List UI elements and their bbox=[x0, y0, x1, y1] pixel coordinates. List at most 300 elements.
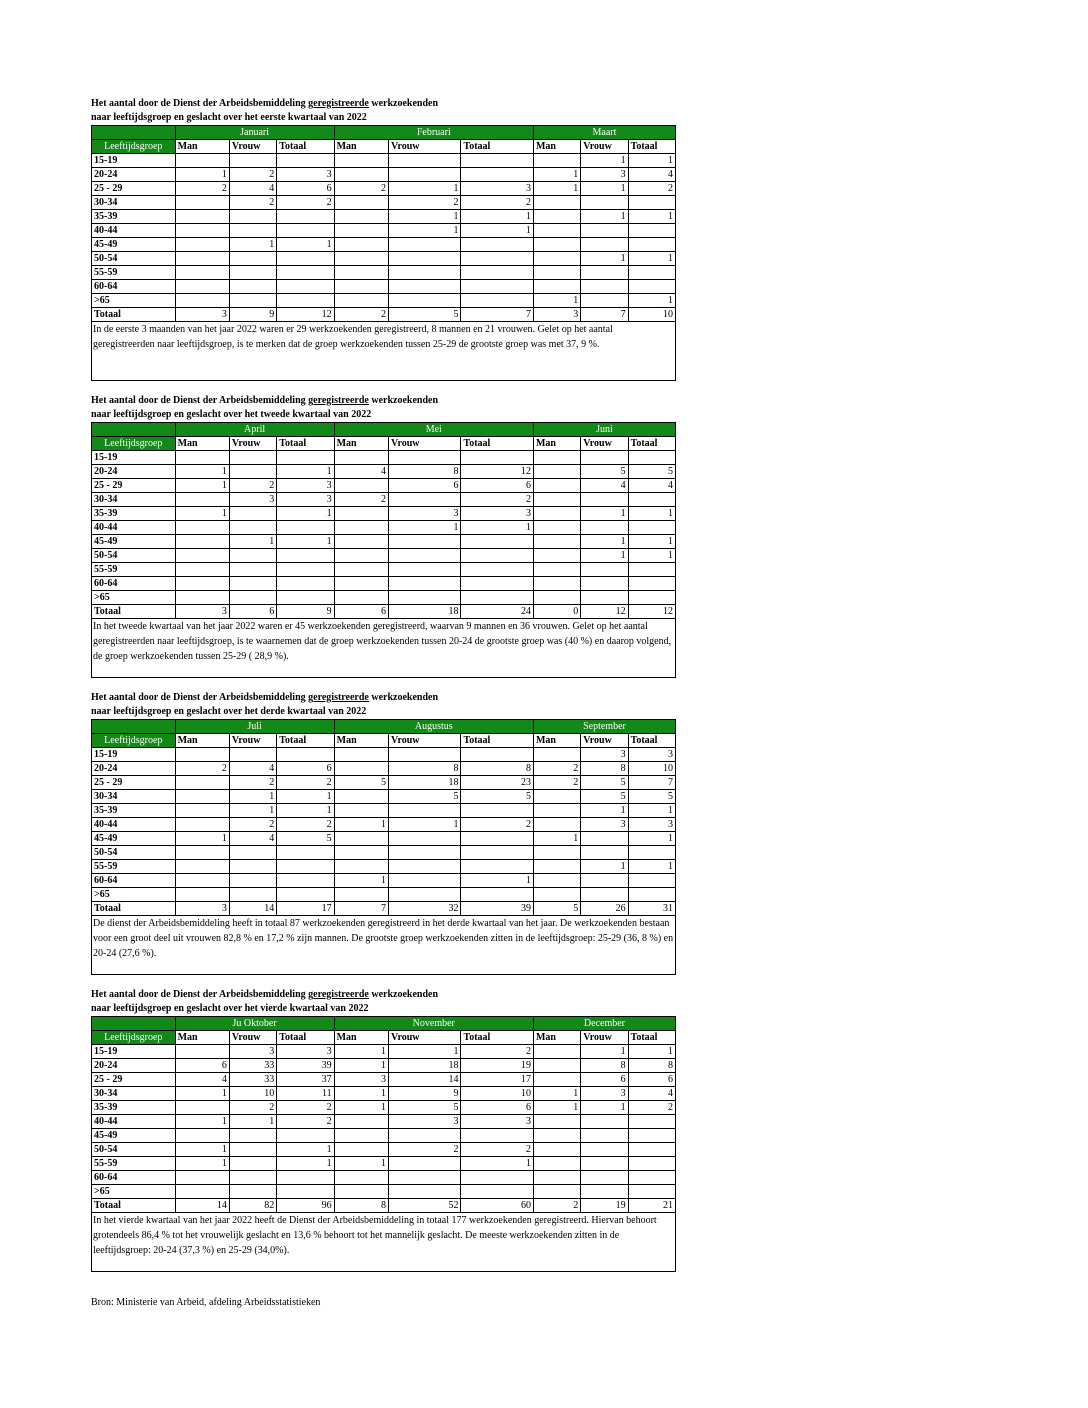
count-cell bbox=[628, 451, 675, 465]
count-cell: 1 bbox=[334, 1101, 388, 1115]
age-group-label: 55-59 bbox=[92, 860, 176, 874]
count-cell bbox=[334, 1185, 388, 1199]
count-cell bbox=[277, 846, 334, 860]
count-cell: 1 bbox=[581, 252, 628, 266]
count-cell: 1 bbox=[334, 1157, 388, 1171]
count-cell: 2 bbox=[277, 818, 334, 832]
blank-cell bbox=[92, 423, 176, 437]
age-group-label: 50-54 bbox=[92, 846, 176, 860]
count-cell: 39 bbox=[277, 1059, 334, 1073]
count-cell: 10 bbox=[628, 308, 675, 322]
table-row bbox=[92, 451, 676, 465]
quarter-section bbox=[91, 394, 676, 678]
count-cell bbox=[175, 210, 229, 224]
count-cell: 4 bbox=[581, 479, 628, 493]
count-cell bbox=[334, 832, 388, 846]
count-cell: 2 bbox=[277, 196, 334, 210]
count-cell bbox=[277, 591, 334, 605]
count-cell: 6 bbox=[581, 1073, 628, 1087]
age-group-label: 45-49 bbox=[92, 238, 176, 252]
count-cell bbox=[388, 266, 460, 280]
count-cell: 3 bbox=[277, 493, 334, 507]
table-row bbox=[92, 1059, 676, 1073]
count-cell bbox=[334, 252, 388, 266]
count-cell: 1 bbox=[277, 790, 334, 804]
age-group-label: 35-39 bbox=[92, 1101, 176, 1115]
count-cell bbox=[533, 238, 580, 252]
count-cell: 1 bbox=[175, 168, 229, 182]
count-cell bbox=[533, 818, 580, 832]
count-cell bbox=[533, 874, 580, 888]
count-cell bbox=[533, 507, 580, 521]
count-cell bbox=[229, 294, 276, 308]
count-cell bbox=[334, 154, 388, 168]
registration-table bbox=[91, 719, 676, 975]
blank-cell bbox=[92, 720, 176, 734]
count-cell bbox=[388, 535, 460, 549]
column-header: Man bbox=[533, 437, 580, 451]
column-header: Man bbox=[533, 1031, 580, 1045]
count-cell: 1 bbox=[277, 535, 334, 549]
table-row bbox=[92, 1087, 676, 1101]
count-cell: 5 bbox=[533, 902, 580, 916]
table-row bbox=[92, 1101, 676, 1115]
title-part: werkzoekenden bbox=[368, 692, 439, 703]
count-cell bbox=[229, 1185, 276, 1199]
count-cell bbox=[461, 563, 534, 577]
count-cell bbox=[175, 1045, 229, 1059]
count-cell bbox=[175, 804, 229, 818]
count-cell bbox=[533, 451, 580, 465]
count-cell: 14 bbox=[388, 1073, 460, 1087]
column-header: Totaal bbox=[461, 734, 533, 748]
column-header: Man bbox=[334, 734, 388, 748]
count-cell: 1 bbox=[277, 804, 334, 818]
count-cell: 8 bbox=[334, 1199, 388, 1213]
month-header: Augustus bbox=[334, 720, 533, 734]
count-cell bbox=[175, 888, 229, 902]
count-cell: 1 bbox=[175, 1143, 229, 1157]
count-cell bbox=[334, 790, 388, 804]
count-cell: 1 bbox=[388, 210, 460, 224]
count-cell: 5 bbox=[581, 776, 628, 790]
count-cell: 14 bbox=[175, 1199, 229, 1213]
count-cell: 2 bbox=[229, 776, 276, 790]
table-row bbox=[92, 521, 676, 535]
section-title bbox=[91, 394, 676, 408]
age-group-label: 35-39 bbox=[92, 210, 176, 224]
count-cell bbox=[388, 860, 460, 874]
count-cell bbox=[388, 846, 460, 860]
count-cell: 9 bbox=[388, 1087, 460, 1101]
count-cell: 2 bbox=[461, 818, 533, 832]
count-cell: 3 bbox=[334, 1073, 388, 1087]
count-cell bbox=[533, 790, 580, 804]
count-cell bbox=[461, 1171, 534, 1185]
count-cell bbox=[229, 748, 276, 762]
count-cell bbox=[175, 451, 229, 465]
title-part-underlined: geregistreerde bbox=[308, 98, 369, 109]
count-cell: 17 bbox=[277, 902, 334, 916]
count-cell bbox=[277, 1129, 334, 1143]
age-group-label: 60-64 bbox=[92, 1171, 176, 1185]
count-cell: 0 bbox=[533, 605, 580, 619]
column-header: Man bbox=[334, 140, 388, 154]
column-header: Man bbox=[175, 734, 229, 748]
table-row bbox=[92, 308, 676, 322]
count-cell: 2 bbox=[533, 1199, 580, 1213]
section-subtitle: naar leeftijdsgroep en geslacht over het eerste kwartaal van 2022 bbox=[91, 112, 367, 123]
count-cell bbox=[533, 860, 580, 874]
count-cell bbox=[277, 154, 334, 168]
blank-cell bbox=[92, 126, 176, 140]
count-cell: 3 bbox=[581, 168, 628, 182]
count-cell: 2 bbox=[628, 182, 675, 196]
column-header: Vrouw bbox=[229, 1031, 276, 1045]
count-cell bbox=[388, 493, 460, 507]
age-group-label: 60-64 bbox=[92, 280, 176, 294]
count-cell bbox=[581, 591, 628, 605]
count-cell bbox=[277, 521, 334, 535]
count-cell bbox=[461, 1129, 534, 1143]
count-cell: 1 bbox=[533, 1101, 580, 1115]
count-cell bbox=[461, 451, 534, 465]
table-row bbox=[92, 591, 676, 605]
count-cell bbox=[533, 210, 580, 224]
count-cell: 2 bbox=[277, 1101, 334, 1115]
count-cell bbox=[461, 280, 534, 294]
count-cell: 3 bbox=[461, 1115, 534, 1129]
count-cell bbox=[175, 549, 229, 563]
count-cell bbox=[533, 224, 580, 238]
count-cell bbox=[277, 577, 334, 591]
table-row bbox=[92, 1171, 676, 1185]
count-cell bbox=[628, 1115, 675, 1129]
count-cell bbox=[277, 266, 334, 280]
count-cell: 6 bbox=[388, 479, 460, 493]
count-cell: 10 bbox=[229, 1087, 276, 1101]
count-cell bbox=[334, 521, 388, 535]
count-cell bbox=[334, 563, 388, 577]
count-cell: 2 bbox=[277, 1115, 334, 1129]
count-cell bbox=[581, 874, 628, 888]
count-cell bbox=[533, 1143, 580, 1157]
count-cell: 4 bbox=[334, 465, 388, 479]
count-cell: 1 bbox=[628, 210, 675, 224]
count-cell bbox=[175, 563, 229, 577]
count-cell: 8 bbox=[388, 762, 460, 776]
count-cell: 9 bbox=[277, 605, 334, 619]
count-cell bbox=[229, 210, 276, 224]
registration-table bbox=[91, 422, 676, 678]
table-row bbox=[92, 549, 676, 563]
count-cell bbox=[229, 266, 276, 280]
table-row bbox=[92, 776, 676, 790]
count-cell: 2 bbox=[388, 196, 460, 210]
column-header: Vrouw bbox=[388, 1031, 460, 1045]
count-cell bbox=[175, 748, 229, 762]
count-cell: 18 bbox=[388, 1059, 460, 1073]
count-cell: 3 bbox=[388, 1115, 460, 1129]
count-cell: 5 bbox=[388, 308, 460, 322]
count-cell: 12 bbox=[461, 465, 534, 479]
count-cell bbox=[334, 479, 388, 493]
count-cell bbox=[277, 888, 334, 902]
count-cell bbox=[388, 748, 460, 762]
count-cell: 2 bbox=[229, 168, 276, 182]
count-cell: 1 bbox=[334, 818, 388, 832]
count-cell bbox=[461, 832, 533, 846]
count-cell bbox=[533, 521, 580, 535]
count-cell: 4 bbox=[175, 1073, 229, 1087]
count-cell bbox=[581, 294, 628, 308]
count-cell: 6 bbox=[628, 1073, 675, 1087]
count-cell: 2 bbox=[229, 818, 276, 832]
count-cell: 3 bbox=[628, 748, 675, 762]
count-cell bbox=[581, 563, 628, 577]
table-row bbox=[92, 507, 676, 521]
count-cell: 1 bbox=[277, 465, 334, 479]
count-cell bbox=[628, 591, 675, 605]
count-cell bbox=[533, 1073, 580, 1087]
age-group-label: 20-24 bbox=[92, 762, 176, 776]
count-cell: 1 bbox=[334, 1059, 388, 1073]
count-cell: 3 bbox=[461, 182, 534, 196]
count-cell bbox=[388, 874, 460, 888]
count-cell bbox=[461, 591, 534, 605]
count-cell: 1 bbox=[533, 182, 580, 196]
count-cell bbox=[461, 1185, 534, 1199]
count-cell: 3 bbox=[277, 1045, 334, 1059]
count-cell: 3 bbox=[581, 748, 628, 762]
count-cell bbox=[229, 507, 276, 521]
table-row bbox=[92, 252, 676, 266]
age-group-label: 30-34 bbox=[92, 196, 176, 210]
count-cell: 3 bbox=[175, 605, 229, 619]
count-cell bbox=[533, 154, 580, 168]
section-subtitle: naar leeftijdsgroep en geslacht over het derde kwartaal van 2022 bbox=[91, 706, 367, 717]
age-group-label: 30-34 bbox=[92, 1087, 176, 1101]
count-cell: 82 bbox=[229, 1199, 276, 1213]
age-group-label: 40-44 bbox=[92, 521, 176, 535]
count-cell bbox=[334, 224, 388, 238]
count-cell bbox=[175, 846, 229, 860]
table-row bbox=[92, 832, 676, 846]
count-cell bbox=[229, 252, 276, 266]
count-cell bbox=[533, 591, 580, 605]
age-group-label: 50-54 bbox=[92, 549, 176, 563]
count-cell: 1 bbox=[628, 154, 675, 168]
age-group-label: 50-54 bbox=[92, 1143, 176, 1157]
count-cell bbox=[461, 577, 534, 591]
month-header: December bbox=[533, 1017, 675, 1031]
count-cell bbox=[334, 860, 388, 874]
count-cell bbox=[388, 832, 460, 846]
table-row bbox=[92, 210, 676, 224]
count-cell bbox=[175, 154, 229, 168]
count-cell bbox=[229, 1157, 276, 1171]
age-group-label: 15-19 bbox=[92, 748, 176, 762]
count-cell bbox=[461, 252, 534, 266]
count-cell bbox=[461, 888, 533, 902]
count-cell: 3 bbox=[229, 1045, 276, 1059]
column-header: Totaal bbox=[461, 437, 534, 451]
count-cell bbox=[628, 1157, 675, 1171]
count-cell: 31 bbox=[628, 902, 675, 916]
count-cell bbox=[628, 888, 675, 902]
count-cell: 3 bbox=[175, 902, 229, 916]
count-cell: 5 bbox=[388, 790, 460, 804]
count-cell bbox=[175, 1101, 229, 1115]
count-cell bbox=[175, 521, 229, 535]
count-cell: 4 bbox=[229, 182, 276, 196]
count-cell: 7 bbox=[581, 308, 628, 322]
count-cell bbox=[334, 1115, 388, 1129]
table-row bbox=[92, 479, 676, 493]
count-cell bbox=[628, 266, 675, 280]
count-cell: 1 bbox=[461, 521, 534, 535]
table-row bbox=[92, 1129, 676, 1143]
count-cell bbox=[175, 860, 229, 874]
count-cell bbox=[628, 224, 675, 238]
table-row bbox=[92, 224, 676, 238]
count-cell: 10 bbox=[628, 762, 675, 776]
count-cell: 3 bbox=[581, 818, 628, 832]
count-cell: 1 bbox=[628, 535, 675, 549]
table-row bbox=[92, 294, 676, 308]
age-group-label: Totaal bbox=[92, 902, 176, 916]
count-cell bbox=[334, 549, 388, 563]
count-cell bbox=[334, 762, 388, 776]
table-row bbox=[92, 804, 676, 818]
count-cell bbox=[533, 1115, 580, 1129]
count-cell bbox=[581, 577, 628, 591]
count-cell bbox=[388, 1171, 460, 1185]
count-cell bbox=[334, 294, 388, 308]
count-cell bbox=[628, 238, 675, 252]
count-cell bbox=[628, 874, 675, 888]
age-group-label: 15-19 bbox=[92, 451, 176, 465]
count-cell bbox=[334, 280, 388, 294]
count-cell: 2 bbox=[277, 776, 334, 790]
count-cell bbox=[229, 451, 276, 465]
section-title bbox=[91, 988, 676, 1002]
count-cell bbox=[277, 563, 334, 577]
table-row bbox=[92, 154, 676, 168]
table-row bbox=[92, 762, 676, 776]
count-cell bbox=[628, 1129, 675, 1143]
count-cell: 33 bbox=[229, 1059, 276, 1073]
month-header: April bbox=[175, 423, 334, 437]
age-group-label: 45-49 bbox=[92, 1129, 176, 1143]
count-cell: 12 bbox=[628, 605, 675, 619]
count-cell: 9 bbox=[229, 308, 276, 322]
count-cell: 1 bbox=[229, 1115, 276, 1129]
quarter-section bbox=[91, 988, 676, 1272]
count-cell: 2 bbox=[175, 762, 229, 776]
count-cell: 5 bbox=[581, 790, 628, 804]
column-header: Totaal bbox=[628, 1031, 675, 1045]
registration-table bbox=[91, 1016, 676, 1272]
column-header: Totaal bbox=[277, 734, 334, 748]
age-group-label: 25 - 29 bbox=[92, 479, 176, 493]
count-cell: 2 bbox=[229, 479, 276, 493]
count-cell: 52 bbox=[388, 1199, 460, 1213]
count-cell bbox=[533, 563, 580, 577]
summary-note: De dienst der Arbeidsbemiddeling heeft in totaal 87 werkzoekenden geregistreerd in het derde kwartaal van het jaar. De werkzoekenden bestaan voor een groot deel uit vrouwen 82,8 % en 17,2 % zijn mannen. De grootste groep werkzoekenden zitten in de leeftijdsgroep: 25-29 (36, 8 %) en 20-24 (27,6 %). bbox=[92, 916, 676, 975]
count-cell bbox=[277, 549, 334, 563]
count-cell: 1 bbox=[175, 479, 229, 493]
count-cell: 6 bbox=[461, 1101, 534, 1115]
count-cell: 6 bbox=[277, 182, 334, 196]
count-cell bbox=[533, 1157, 580, 1171]
count-cell: 1 bbox=[175, 507, 229, 521]
count-cell: 2 bbox=[334, 493, 388, 507]
count-cell: 12 bbox=[581, 605, 628, 619]
count-cell: 26 bbox=[581, 902, 628, 916]
table-row bbox=[92, 196, 676, 210]
count-cell: 1 bbox=[628, 832, 675, 846]
table-row bbox=[92, 280, 676, 294]
count-cell bbox=[175, 294, 229, 308]
count-cell bbox=[581, 266, 628, 280]
count-cell bbox=[628, 577, 675, 591]
count-cell: 2 bbox=[461, 1045, 534, 1059]
count-cell: 1 bbox=[175, 832, 229, 846]
count-cell bbox=[388, 888, 460, 902]
count-cell: 3 bbox=[229, 493, 276, 507]
count-cell: 2 bbox=[533, 776, 580, 790]
count-cell bbox=[461, 535, 534, 549]
count-cell: 2 bbox=[461, 196, 534, 210]
column-header: Totaal bbox=[277, 140, 334, 154]
age-group-label: 20-24 bbox=[92, 465, 176, 479]
count-cell bbox=[175, 818, 229, 832]
count-cell bbox=[334, 266, 388, 280]
count-cell bbox=[461, 804, 533, 818]
count-cell: 21 bbox=[628, 1199, 675, 1213]
count-cell bbox=[277, 224, 334, 238]
count-cell: 7 bbox=[628, 776, 675, 790]
count-cell: 1 bbox=[628, 507, 675, 521]
count-cell bbox=[581, 1185, 628, 1199]
count-cell bbox=[533, 549, 580, 563]
count-cell: 1 bbox=[277, 507, 334, 521]
count-cell: 18 bbox=[388, 605, 460, 619]
count-cell bbox=[388, 563, 460, 577]
count-cell bbox=[533, 804, 580, 818]
count-cell: 5 bbox=[581, 465, 628, 479]
count-cell bbox=[581, 1115, 628, 1129]
count-cell bbox=[277, 748, 334, 762]
count-cell: 1 bbox=[461, 1157, 534, 1171]
month-header: Ju Oktober bbox=[175, 1017, 334, 1031]
table-row bbox=[92, 748, 676, 762]
count-cell: 2 bbox=[533, 762, 580, 776]
count-cell: 1 bbox=[461, 224, 534, 238]
count-cell: 12 bbox=[277, 308, 334, 322]
count-cell: 2 bbox=[175, 182, 229, 196]
count-cell bbox=[334, 804, 388, 818]
count-cell bbox=[334, 1143, 388, 1157]
age-group-label: 30-34 bbox=[92, 790, 176, 804]
count-cell: 1 bbox=[461, 210, 534, 224]
count-cell: 1 bbox=[581, 860, 628, 874]
age-group-label: Totaal bbox=[92, 1199, 176, 1213]
column-header: Totaal bbox=[277, 1031, 334, 1045]
column-header: Totaal bbox=[461, 1031, 534, 1045]
count-cell: 18 bbox=[388, 776, 460, 790]
